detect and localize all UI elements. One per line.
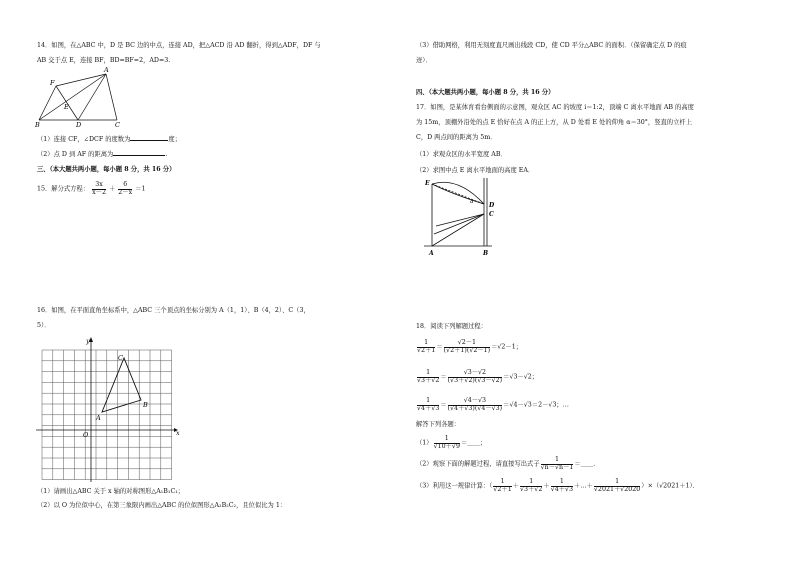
q16-sub2: （2）以 O 为位似中心，在第三象限内画出△ABC 的位似图形△A₂B₂C₂，且位似比为 1： xyxy=(37,502,287,509)
point-B-label: B xyxy=(143,401,148,409)
q14-sub2 xyxy=(37,151,167,159)
q15-fraction-2: $\frac{6}{2-x}$ xyxy=(118,181,133,196)
label-C: C xyxy=(115,121,120,129)
point-A-label: A xyxy=(96,414,101,422)
label-D: D xyxy=(489,202,495,209)
q18-sub3: （3）利用这一规律计算：（ $\frac{1}{√2+1}$ ＋ $\frac{1}{√3+√2}$ ＋ $\frac{1}{√4+√3}$ ＋…＋ $\frac{1}{√2021+√2020}$ ）×（√2021＋1）． xyxy=(416,478,699,493)
label-E: E xyxy=(64,103,69,111)
point-C-label: C xyxy=(118,354,123,362)
q15-rhs: ＝1 xyxy=(135,185,146,193)
q16-coordinate-grid xyxy=(34,336,184,484)
label-A: A xyxy=(104,66,109,74)
section4-heading: 四、（本大题共两小题，每小题 8 分，共 16 分） xyxy=(416,89,555,96)
label-F: F xyxy=(50,79,55,87)
q17-stadium-figure xyxy=(422,174,502,260)
q18-eq1: $\frac{1}{√2+1}$ ＝ $\frac{√2-1}{(√2+1)(√2-1)}$ ＝√2－1； xyxy=(417,339,523,354)
q15-equation xyxy=(37,182,145,196)
q17-sub1: （1）求观众区的水平宽度 AB． xyxy=(416,151,507,158)
q14-line2: AB 交于点 E，连接 BF，BD=BF=2，AD=3. xyxy=(37,57,171,64)
q17-line2: 为 15m，顶棚外沿处的点 E 恰好在点 A 的正上方，从 D 处看 E 处的仰角 α＝30°，竖直的立杆上 xyxy=(416,119,692,126)
answer-blank[interactable] xyxy=(130,140,168,141)
q15-fraction-1: $\frac{3x}{x-2}$ xyxy=(92,181,106,196)
q14-sub2-end: . xyxy=(165,151,168,158)
label-E: E xyxy=(425,180,430,187)
axis-label-y: y xyxy=(86,337,90,345)
q16-3-line2: 迹）． xyxy=(416,57,432,64)
origin-label: O xyxy=(83,431,89,439)
q14-triangle-figure xyxy=(34,64,134,130)
q15-prefix: 15．解分式方程： xyxy=(37,185,90,193)
q16-line2: 5）． xyxy=(37,322,51,329)
q16-sub1: （1）请画出△ABC 关于 x 轴的对称图形△A₁B₁C₁； xyxy=(37,488,185,495)
q15-plus: ＋ xyxy=(108,185,116,193)
q14-sub1 xyxy=(37,136,181,144)
q14-line1: 14．如图，在△ABC 中，D 是 BC 边的中点，连接 AD，把△ACD 沿 AD 翻折，得到△ADF，DF 与 xyxy=(37,42,321,49)
label-C: C xyxy=(489,211,494,218)
q14-sub1-text: （1）连接 CF，∠DCF 的度数为 xyxy=(37,136,131,143)
q14-sub2-text: （2）点 D 到 AF 的距离为 xyxy=(37,151,114,158)
q18-task: 解答下列各题： xyxy=(416,421,461,428)
q18-eq3: $\frac{1}{√4+√3}$ ＝ $\frac{√4-√3}{(√4+√3)(√4-√3)}$ ＝√4－√3＝2－√3；… xyxy=(417,397,569,412)
q17-line3: C，D 两点间的距离为 5m． xyxy=(416,134,497,141)
q16-3-line1: （3）借助网格，利用无刻度直尺画出线段 CD，使 CD 平分△ABC 的面积．（保留确定点 D 的痕 xyxy=(416,42,687,49)
q18-eq2: $\frac{1}{√3+√2}$ ＝ $\frac{√3-√2}{(√3+√2)(√3-√2)}$ ＝√3－√2； xyxy=(417,369,539,384)
axis-label-x: x xyxy=(176,429,180,437)
label-alpha: α xyxy=(470,199,474,205)
q16-line1: 16．如图，在平面直角坐标系中，△ABC 三个顶点的坐标分别为 A（1，1）、B（4，2）、C（3， xyxy=(37,307,310,314)
label-A: A xyxy=(429,250,434,257)
q18-sub2: （2）观察下面的解题过程，请直接写出式子 $\frac{1}{√n-√n-1}$ ＝____． xyxy=(416,456,600,471)
label-D: D xyxy=(76,121,82,129)
label-B: B xyxy=(483,250,489,257)
q17-line1: 17．如图，是某体育看台侧面的示意图，观众区 AC 的坡度 i＝1:2，顶端 C 离水平地面 AB 的高度 xyxy=(416,104,694,111)
answer-blank[interactable] xyxy=(113,155,165,156)
q14-sub1-end: 度； xyxy=(168,136,181,143)
q18-intro: 18．阅读下列解题过程： xyxy=(416,323,487,330)
q17-sub2: （2）求图中点 E 离水平地面的高度 EA． xyxy=(416,167,535,174)
section3-heading: 三、（本大题共两小题，每小题 8 分，共 16 分） xyxy=(37,166,176,173)
label-B: B xyxy=(35,121,40,129)
q18-sub1: （1） $\frac{1}{√10+√9}$ ＝____； xyxy=(416,435,487,450)
